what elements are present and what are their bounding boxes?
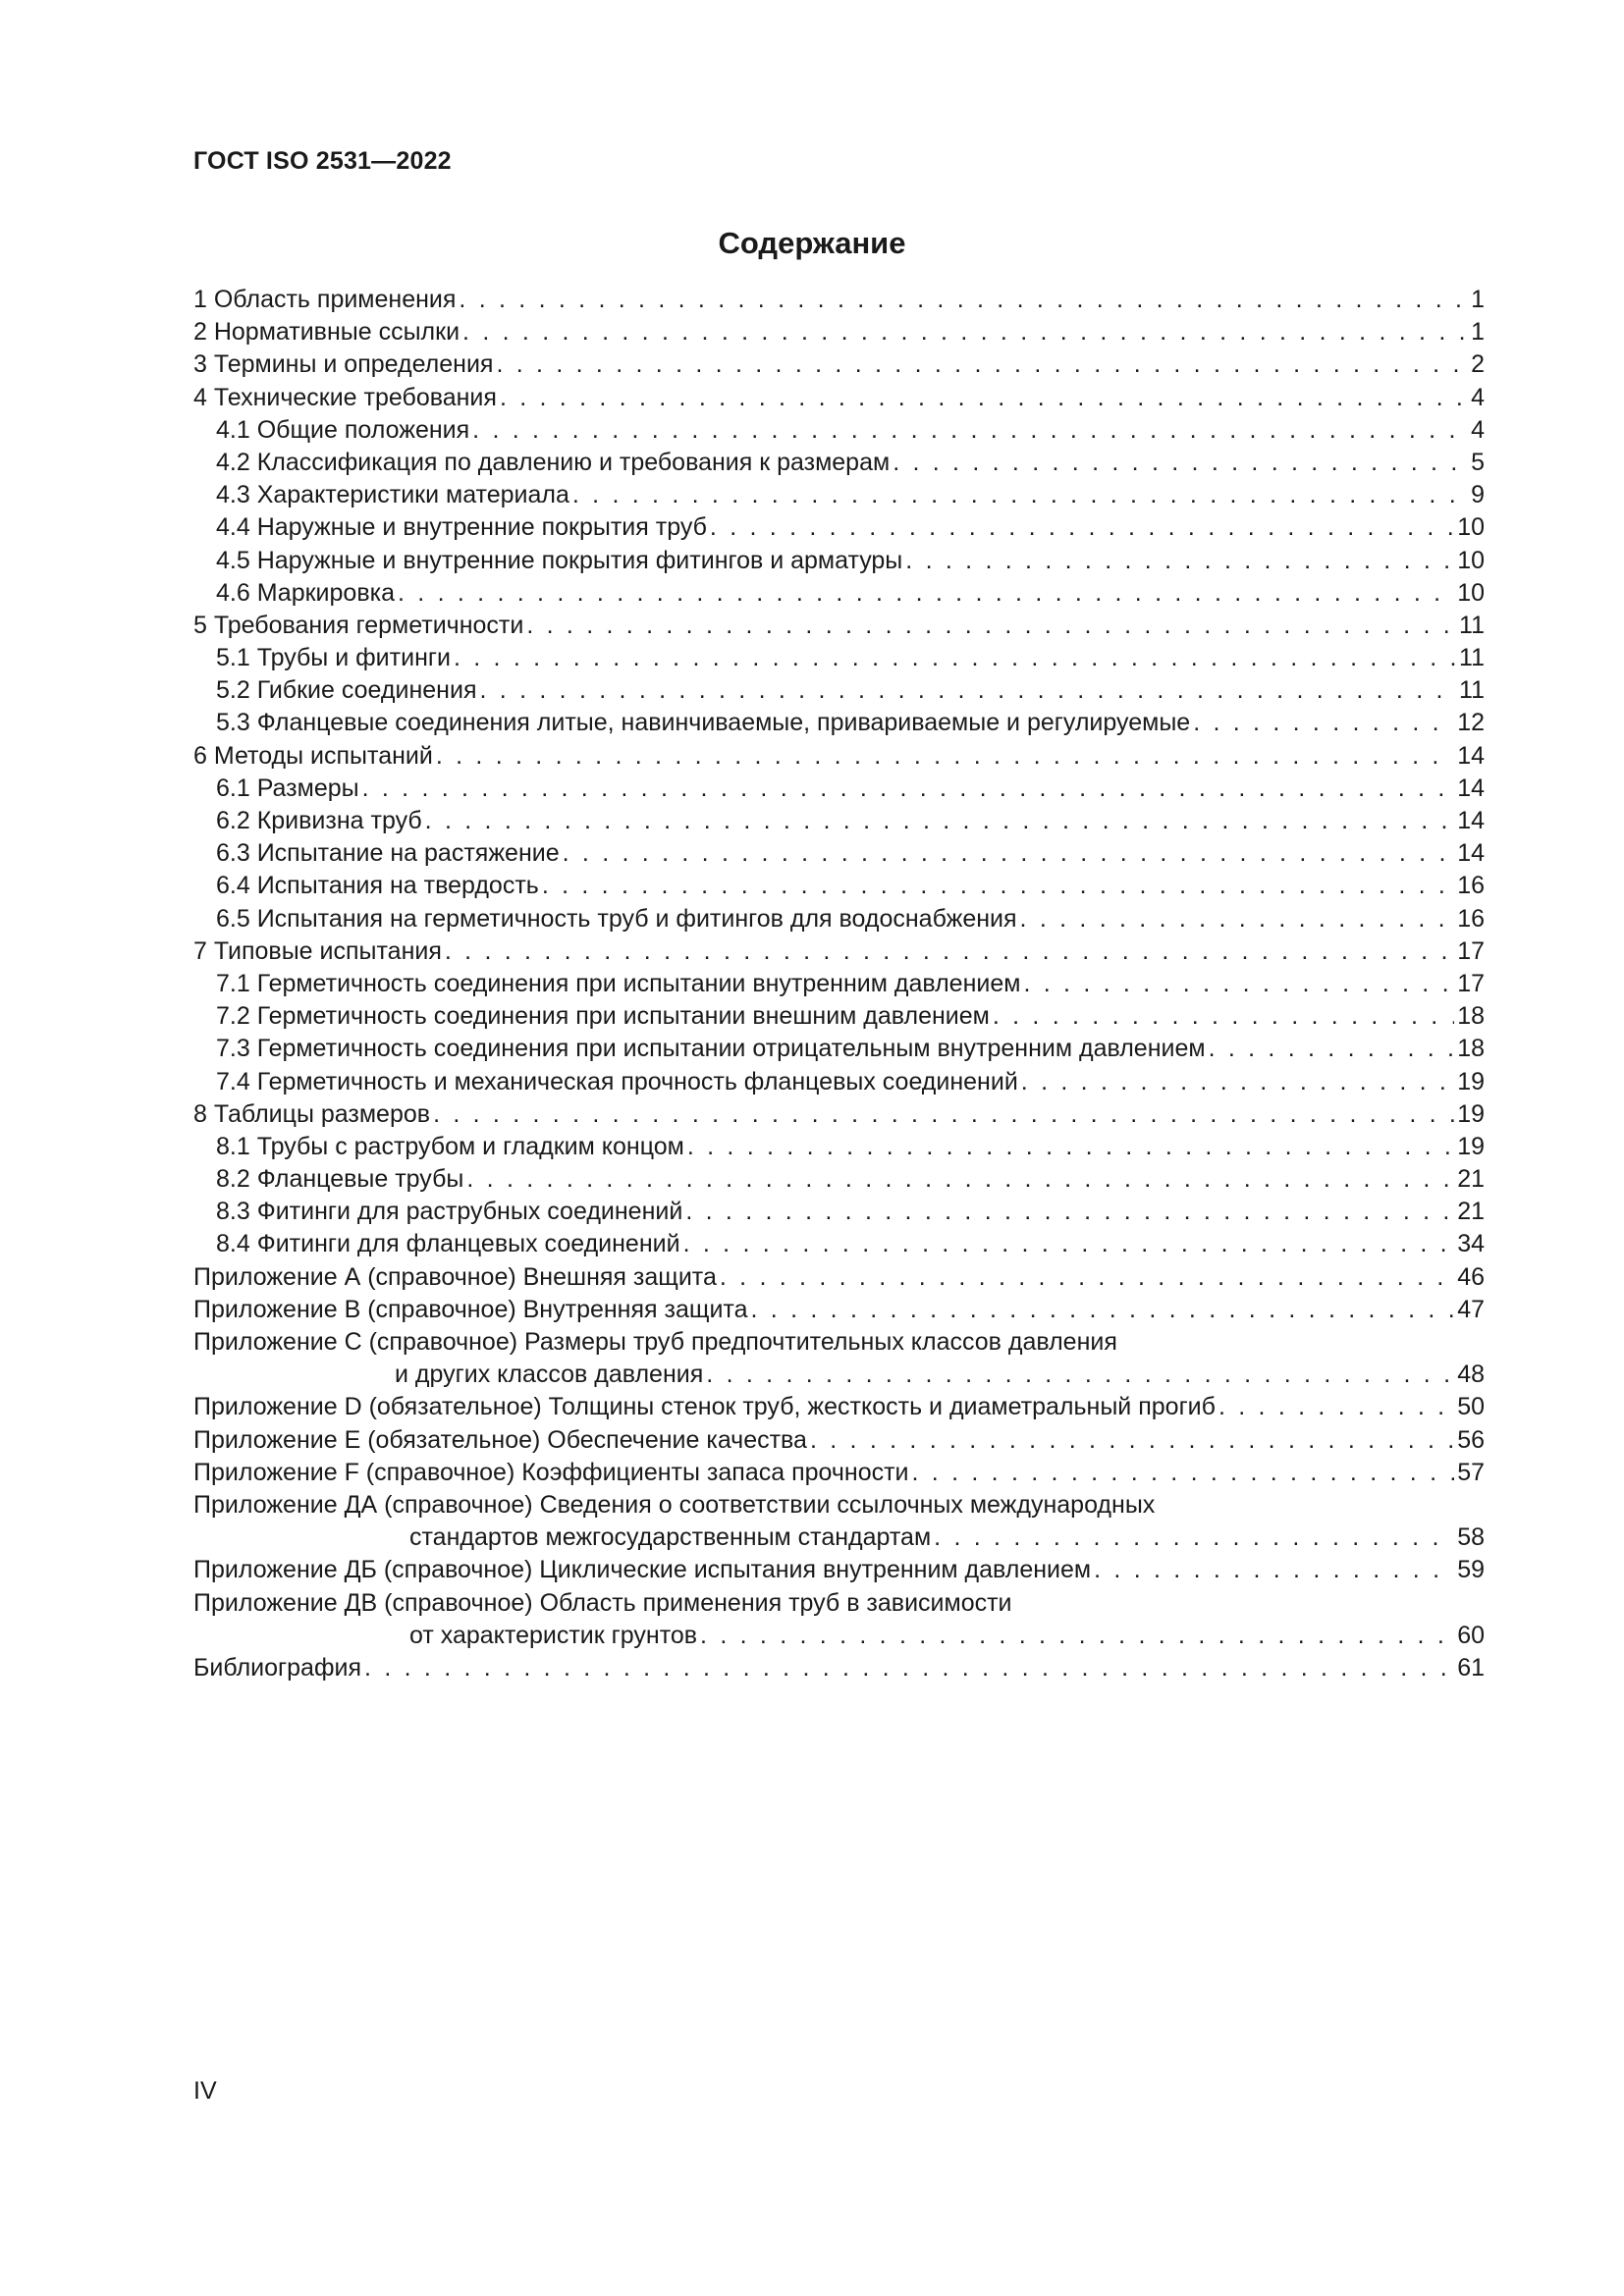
toc-entry[interactable]	[193, 1457, 1485, 1489]
toc-entry-label: 4.2 Классификация по давлению и требования к размерам	[216, 448, 891, 476]
toc-entry[interactable]	[193, 610, 1485, 642]
toc-entry[interactable]	[193, 545, 1485, 577]
toc-entry-label: 4.1 Общие положения	[216, 415, 470, 444]
toc-entry-label: 6.5 Испытания на герметичность труб и фитингов для водоснабжения	[216, 904, 1017, 933]
toc-leader-dots	[700, 1620, 1454, 1652]
toc-entry-label: Приложение ДБ (справочное) Циклические испытания внутренним давлением	[193, 1556, 1092, 1584]
toc-leader-dots	[893, 447, 1468, 479]
toc-leader-dots	[1218, 1391, 1454, 1423]
toc-entry-page: 47	[1457, 1295, 1485, 1323]
table-of-contents	[193, 284, 1485, 1684]
toc-entry-page: 60	[1457, 1621, 1485, 1649]
toc-leader-dots	[500, 382, 1468, 414]
toc-entry[interactable]	[193, 837, 1485, 870]
toc-entry-page: 18	[1457, 1035, 1485, 1063]
toc-entry-page: 16	[1457, 872, 1485, 900]
toc-entry-page: 18	[1457, 1002, 1485, 1031]
toc-entry-label: 3 Термины и определения	[193, 350, 494, 379]
toc-entry-page: 58	[1457, 1523, 1485, 1552]
toc-entry-page: 17	[1457, 936, 1485, 965]
toc-entry[interactable]	[193, 903, 1485, 935]
toc-entry[interactable]	[193, 1196, 1485, 1228]
toc-entry-label: 5 Требования герметичности	[193, 611, 524, 639]
toc-entry-page: 11	[1459, 611, 1485, 639]
toc-entry-page: 1	[1471, 318, 1485, 347]
toc-entry-page: 19	[1457, 1099, 1485, 1128]
page-number: IV	[193, 2077, 217, 2105]
toc-entry[interactable]	[193, 1554, 1485, 1586]
toc-entry-page: 4	[1471, 383, 1485, 411]
toc-entry-label: 4.6 Маркировка	[216, 578, 395, 607]
toc-entry-page: 48	[1457, 1361, 1485, 1389]
toc-entry-label: 8.3 Фитинги для раструбных соединений	[216, 1198, 683, 1226]
toc-entry-label: 7.3 Герметичность соединения при испытании отрицательным внутренним давлением	[216, 1035, 1206, 1063]
toc-entry[interactable]	[193, 414, 1485, 447]
toc-entry-page: 4	[1471, 415, 1485, 444]
toc-leader-dots	[687, 1131, 1454, 1163]
document-code: ГОСТ ISO 2531—2022	[193, 147, 452, 175]
toc-entry-label: 6.4 Испытания на твердость	[216, 872, 539, 900]
toc-leader-dots	[720, 1261, 1454, 1294]
toc-entry-page: 10	[1457, 546, 1485, 574]
toc-entry-label: Приложение ДА (справочное) Сведения о соответствии ссылочных международных	[193, 1490, 1156, 1519]
toc-entry-label: 5.2 Гибкие соединения	[216, 676, 477, 705]
toc-entry-label: 7.4 Герметичность и механическая прочность фланцевых соединений	[216, 1067, 1018, 1095]
toc-entry-label: 1 Область применения	[193, 286, 457, 313]
toc-entry-label: 5.1 Трубы и фитинги	[216, 644, 451, 672]
toc-leader-dots	[750, 1294, 1454, 1326]
toc-entry-label: от характеристик грунтов	[409, 1621, 698, 1649]
toc-entry[interactable]	[193, 1522, 1485, 1554]
toc-leader-dots	[425, 805, 1455, 837]
toc-leader-dots	[1209, 1033, 1455, 1065]
toc-entry[interactable]	[193, 805, 1485, 837]
toc-entry-page: 46	[1457, 1262, 1485, 1291]
toc-leader-dots	[685, 1196, 1454, 1228]
toc-entry-label: 6 Методы испытаний	[193, 741, 433, 770]
toc-entry-page: 10	[1457, 513, 1485, 542]
toc-leader-dots	[905, 545, 1454, 577]
toc-entry[interactable]	[193, 870, 1485, 902]
toc-entry[interactable]	[193, 1424, 1485, 1457]
toc-leader-dots	[934, 1522, 1454, 1554]
toc-leader-dots	[496, 348, 1468, 381]
toc-entry[interactable]	[193, 1033, 1485, 1065]
toc-leader-dots	[572, 479, 1468, 511]
toc-entry[interactable]	[193, 1163, 1485, 1196]
toc-entry-page: 61	[1457, 1653, 1485, 1682]
toc-entry-page: 10	[1457, 578, 1485, 607]
toc-leader-dots	[433, 1098, 1454, 1131]
toc-leader-dots	[466, 1163, 1454, 1196]
toc-entry-label: Приложение С (справочное) Размеры труб предпочтительных классов давления	[193, 1328, 1117, 1356]
toc-entry[interactable]	[193, 674, 1485, 707]
toc-leader-dots	[912, 1457, 1455, 1489]
toc-entry-page: 17	[1457, 969, 1485, 997]
toc-entry[interactable]	[193, 1294, 1485, 1326]
toc-entry[interactable]	[193, 968, 1485, 1000]
toc-entry-page: 5	[1471, 448, 1485, 476]
toc-entry-page: 21	[1457, 1198, 1485, 1226]
toc-entry-label: 4.4 Наружные и внутренние покрытия труб	[216, 513, 707, 542]
toc-entry-page: 19	[1457, 1067, 1485, 1095]
toc-entry-page: 11	[1459, 676, 1485, 705]
toc-entry[interactable]	[193, 1098, 1485, 1131]
toc-entry-page: 11	[1459, 644, 1485, 672]
toc-leader-dots	[710, 511, 1454, 544]
toc-leader-dots	[445, 935, 1454, 968]
toc-entry[interactable]	[193, 740, 1485, 773]
toc-entry[interactable]	[193, 479, 1485, 511]
toc-entry-page: 56	[1457, 1425, 1485, 1454]
toc-entry-page: 16	[1457, 904, 1485, 933]
toc-entry-page: 59	[1457, 1556, 1485, 1584]
toc-entry[interactable]	[193, 1620, 1485, 1652]
toc-leader-dots	[1023, 968, 1454, 1000]
toc-entry-label: 7.2 Герметичность соединения при испытании внешним давлением	[216, 1002, 990, 1031]
toc-entry[interactable]	[193, 1587, 1485, 1620]
toc-leader-dots	[459, 284, 1468, 316]
toc-leader-dots	[1020, 903, 1455, 935]
toc-entry-page: 14	[1457, 741, 1485, 770]
toc-entry[interactable]	[193, 1261, 1485, 1294]
toc-entry-label: Приложение Е (обязательное) Обеспечение качества	[193, 1425, 807, 1454]
toc-entry[interactable]	[193, 1652, 1485, 1684]
toc-entry-label: Приложение D (обязательное) Толщины стенок труб, жесткость и диаметральный прогиб	[193, 1393, 1216, 1421]
toc-entry-label: Библиография	[193, 1653, 362, 1682]
toc-entry[interactable]	[193, 935, 1485, 968]
toc-leader-dots	[1193, 707, 1454, 739]
toc-entry[interactable]	[193, 511, 1485, 544]
toc-leader-dots	[563, 837, 1455, 870]
toc-entry-page: 19	[1457, 1132, 1485, 1160]
toc-entry-label: 2 Нормативные ссылки	[193, 318, 460, 347]
toc-entry-label: Приложение А (справочное) Внешняя защита	[193, 1262, 717, 1291]
toc-entry-label: и других классов давления	[395, 1361, 704, 1389]
toc-entry[interactable]	[193, 382, 1485, 414]
toc-leader-dots	[526, 610, 1456, 642]
toc-leader-dots	[542, 870, 1454, 902]
toc-leader-dots	[706, 1359, 1454, 1391]
toc-entry-page: 2	[1471, 350, 1485, 379]
toc-entry-label: 4.3 Характеристики материала	[216, 481, 569, 509]
toc-leader-dots	[1021, 1066, 1454, 1098]
toc-leader-dots	[462, 316, 1468, 348]
toc-leader-dots	[362, 773, 1455, 805]
toc-entry-label: 8 Таблицы размеров	[193, 1099, 431, 1128]
toc-entry-page: 1	[1471, 286, 1485, 313]
toc-entry[interactable]	[193, 773, 1485, 805]
toc-entry[interactable]	[193, 1000, 1485, 1033]
toc-entry-page: 14	[1457, 774, 1485, 802]
toc-entry-page: 21	[1457, 1165, 1485, 1194]
toc-entry-label: 6.1 Размеры	[216, 774, 359, 802]
toc-leader-dots	[479, 674, 1456, 707]
toc-leader-dots	[1094, 1554, 1454, 1586]
toc-leader-dots	[454, 642, 1456, 674]
toc-leader-dots	[683, 1228, 1455, 1260]
toc-entry[interactable]	[193, 316, 1485, 348]
toc-entry-page: 14	[1457, 839, 1485, 868]
toc-leader-dots	[436, 740, 1454, 773]
toc-entry[interactable]	[193, 1326, 1485, 1359]
toc-entry[interactable]	[193, 707, 1485, 739]
toc-leader-dots	[472, 414, 1468, 447]
toc-entry-label: 8.4 Фитинги для фланцевых соединений	[216, 1230, 680, 1258]
toc-entry-page: 57	[1457, 1458, 1485, 1486]
toc-entry-label: Приложение F (справочное) Коэффициенты запаса прочности	[193, 1458, 909, 1486]
toc-entry[interactable]	[193, 348, 1485, 381]
toc-entry[interactable]	[193, 1359, 1485, 1391]
toc-leader-dots	[398, 577, 1454, 610]
toc-entry[interactable]	[193, 447, 1485, 479]
toc-entry-page: 50	[1457, 1393, 1485, 1421]
toc-entry-label: 6.3 Испытание на растяжение	[216, 839, 560, 868]
toc-entry-label: 6.2 Кривизна труб	[216, 807, 422, 834]
toc-entry[interactable]	[193, 1228, 1485, 1260]
toc-entry-label: 7 Типовые испытания	[193, 936, 442, 965]
toc-entry-label: 5.3 Фланцевые соединения литые, навинчиваемые, привариваемые и регулируемые	[216, 709, 1191, 737]
toc-leader-dots	[364, 1652, 1454, 1684]
toc-entry[interactable]	[193, 577, 1485, 610]
toc-entry-page: 9	[1471, 481, 1485, 509]
toc-entry-label: 8.2 Фланцевые трубы	[216, 1165, 464, 1194]
toc-entry-label: Приложение В (справочное) Внутренняя защита	[193, 1295, 748, 1323]
toc-entry-page: 14	[1457, 807, 1485, 834]
toc-entry[interactable]	[193, 1391, 1485, 1423]
toc-entry-label: 7.1 Герметичность соединения при испытании внутренним давлением	[216, 969, 1021, 997]
toc-entry-label: 4.5 Наружные и внутренние покрытия фитингов и арматуры	[216, 546, 903, 574]
toc-entry[interactable]	[193, 284, 1485, 316]
toc-entry-page: 34	[1457, 1230, 1485, 1258]
toc-entry[interactable]	[193, 1489, 1485, 1522]
toc-entry-label: стандартов межгосударственным стандартам	[409, 1523, 932, 1552]
toc-title: Содержание	[718, 226, 906, 260]
toc-entry-label: 8.1 Трубы с раструбом и гладким концом	[216, 1132, 684, 1160]
toc-entry-label: Приложение ДВ (справочное) Область применения труб в зависимости	[193, 1588, 1012, 1617]
toc-entry-label: 4 Технические требования	[193, 383, 497, 411]
toc-entry[interactable]	[193, 1066, 1485, 1098]
toc-leader-dots	[810, 1424, 1454, 1457]
toc-entry-page: 12	[1457, 709, 1485, 737]
toc-entry[interactable]	[193, 1131, 1485, 1163]
toc-leader-dots	[993, 1000, 1454, 1033]
toc-entry[interactable]	[193, 642, 1485, 674]
